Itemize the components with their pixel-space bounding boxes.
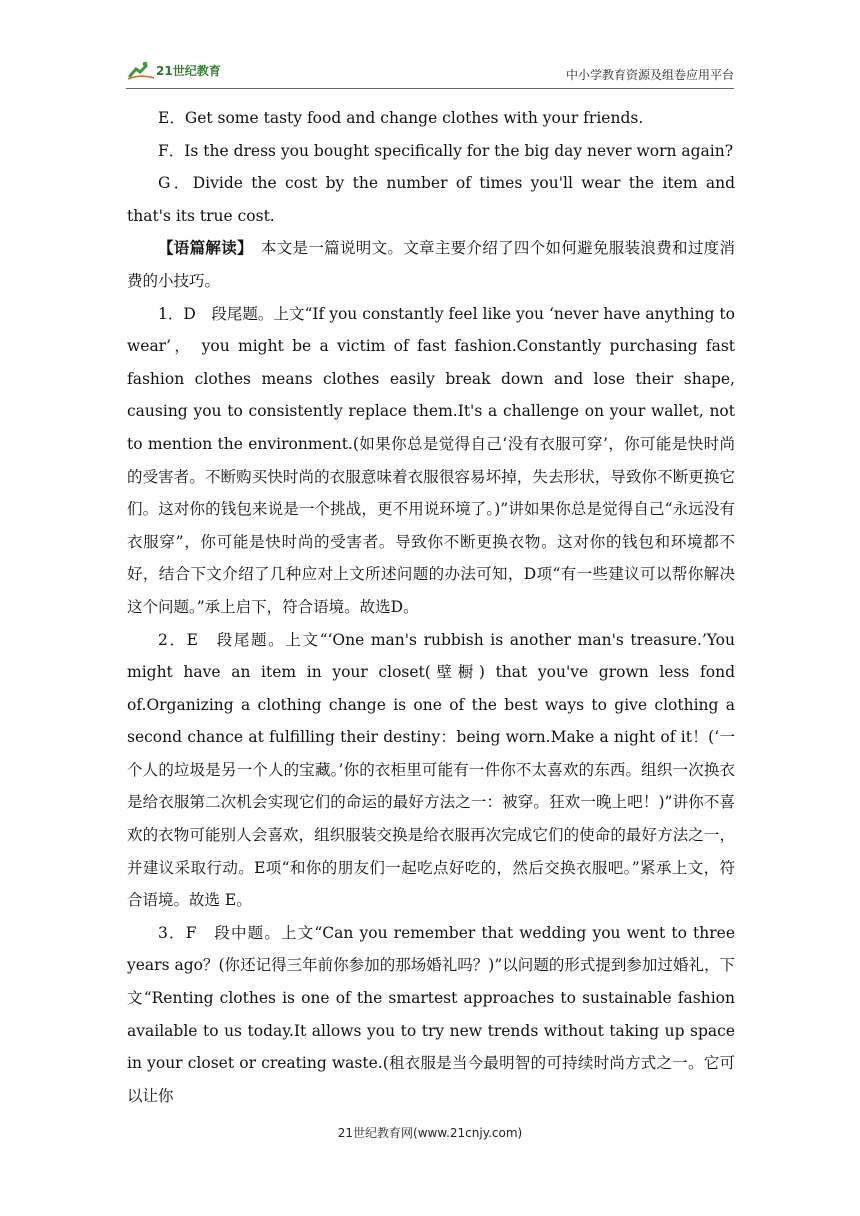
- explanation-3: 3．F 段中题。上文“Can you remember that wedding you went to three years ago？(你还记得三年前你参加的那场婚礼吗？)”以问题的形式提到参加过婚礼，下文“Renting clothes is one of the smartest approaches to sustainable fashion available to us today.It allows you to try new trends without taking up space in your closet or creating waste.(租衣服是当今最明智的可持续时尚方式之一。它可以让你: [127, 923, 735, 1105]
- page-footer: 21世纪教育网(www.21cnjy.com): [337, 1126, 523, 1140]
- analysis-text: 本文是一篇说明文。文章主要介绍了四个如何避免服装浪费和过度消费的小技巧。: [127, 239, 735, 290]
- page-header: [126, 56, 734, 89]
- brand-logo: [126, 60, 226, 82]
- runner-logo-icon: [126, 60, 226, 82]
- explanation-1: 1．D 段尾题。上文“If you constantly feel like you ‘never have anything to wear’， you might be a victim of fast fashion.Constantly purchasing fast fashion clothes means clothes easily break down and lose their shape, causing you to consistently replace them.It's a challenge on your wallet, not to mention the environment.(如果你总是觉得自己‘没有衣服可穿’，你可能是快时尚的受害者。不断购买快时尚的衣服意味着衣服很容易坏掉，失去形状，导致你不断更换它们。这对你的钱包来说是一个挑战，更不用说环境了。)”讲如果你总是觉得自己“永远没有衣服穿”，你可能是快时尚的受害者。导致你不断更换衣物。这对你的钱包和环境都不好，结合下文介绍了几种应对上文所述问题的办法可知，D项“有一些建议可以帮你解决这个问题。”承上启下，符合语境。故选D。: [127, 304, 735, 616]
- document-body: [127, 102, 735, 1112]
- option-f: F．Is the dress you bought specifically for the big day never worn again?: [158, 141, 734, 160]
- option-g: G．Divide the cost by the number of times you'll wear the item and that's its true cost.: [127, 174, 735, 225]
- explanation-2: 2．E 段尾题。上文“‘One man's rubbish is another man's treasure.’You might have an item in your closet(壁橱) that you've grown less fond of.Organizing a clothing change is one of the best ways to give clothing a second chance at fulfilling their destiny：being worn.Make a night of it！(‘一个人的垃圾是另一个人的宝藏。’你的衣柜里可能有一件你不太喜欢的东西。组织一次换衣是给衣服第二次机会实现它们的命运的最好方法之一：被穿。狂欢一晚上吧！)”讲你不喜欢的衣物可能别人会喜欢，组织服装交换是给衣服再次完成它们的使命的最好方法之一，并建议采取行动。E项“和你的朋友们一起吃点好吃的，然后交换衣服吧。”紧承上文，符合语境。故选 E。: [127, 630, 735, 910]
- option-e: E．Get some tasty food and change clothes with your friends.: [158, 109, 644, 127]
- passage-analysis: [127, 232, 735, 297]
- analysis-label: 【语篇解读】: [158, 238, 246, 258]
- platform-name: 中小学教育资源及组卷应用平台: [565, 68, 734, 82]
- svg-text:21世纪教育: 21世纪教育: [156, 64, 221, 78]
